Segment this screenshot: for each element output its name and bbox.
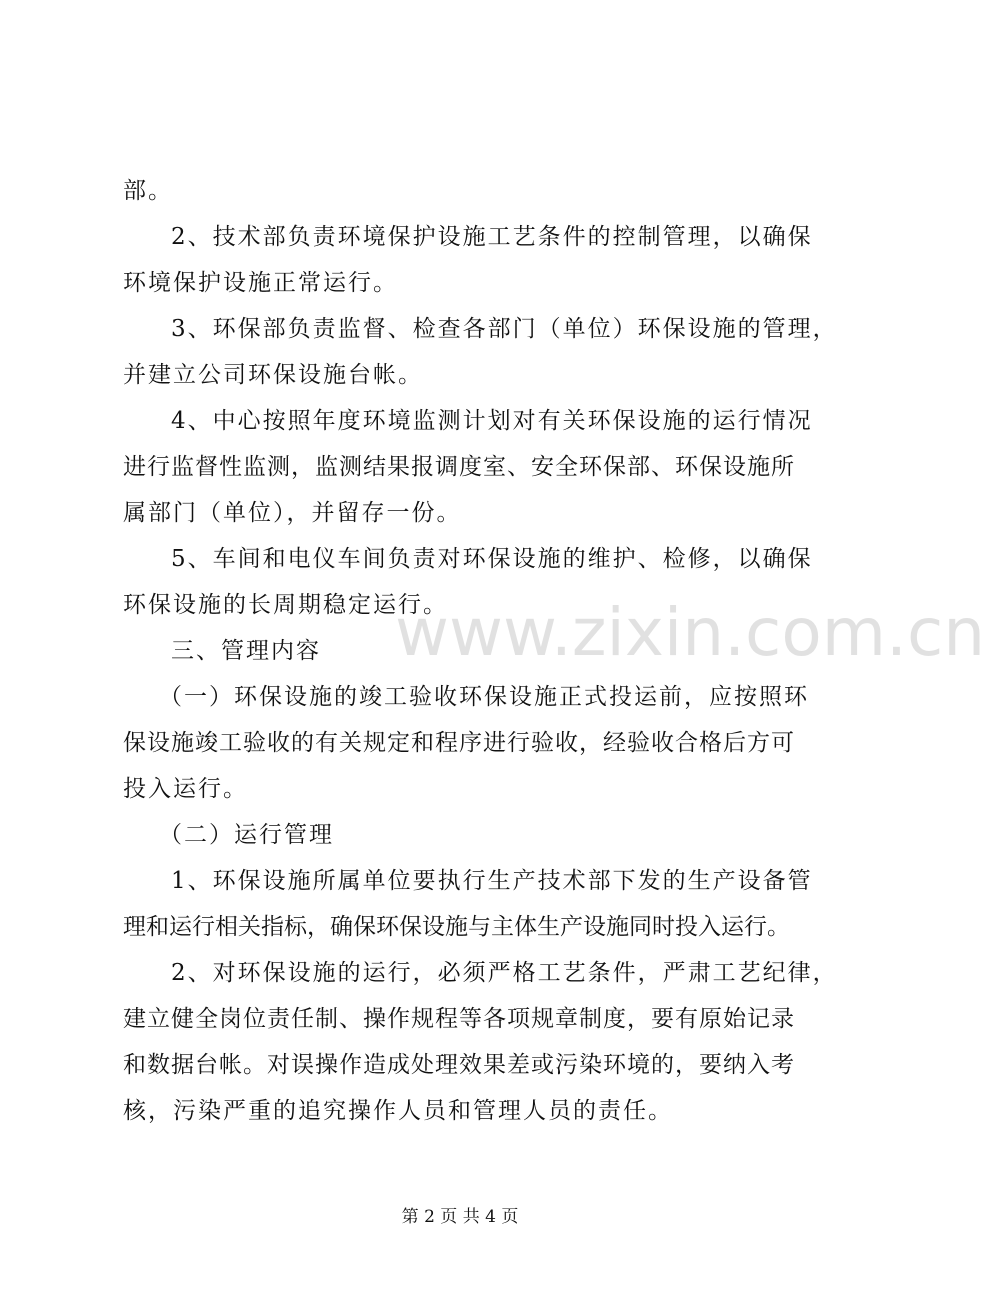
section-heading: 三、管理内容 bbox=[171, 638, 321, 664]
text-line: 理和运行相关指标，确保环保设施与主体生产设施同时投入运行。 bbox=[123, 914, 790, 940]
text-line: 并建立公司环保设施台帐。 bbox=[123, 362, 423, 388]
text-line: 核，污染严重的追究操作人员和管理人员的责任。 bbox=[123, 1098, 673, 1124]
text-line: 保设施竣工验收的有关规定和程序进行验收，经验收合格后方可 bbox=[123, 730, 795, 756]
text-line: 5、车间和电仪车间负责对环保设施的维护、检修，以确保 bbox=[171, 546, 813, 572]
text-line: 2、对环保设施的运行，必须严格工艺条件，严肃工艺纪律， bbox=[171, 960, 838, 986]
text-line: （一）环保设施的竣工验收环保设施正式投运前，应按照环 bbox=[159, 684, 809, 710]
text-line: 3、环保部负责监督、检查各部门（单位）环保设施的管理， bbox=[171, 316, 838, 342]
text-line: 属部门（单位），并留存一份。 bbox=[123, 500, 462, 526]
text-line: 1、环保设施所属单位要执行生产技术部下发的生产设备管 bbox=[171, 868, 813, 894]
watermark: www.zixin.com.cn bbox=[395, 594, 985, 671]
text-line: 2、技术部负责环境保护设施工艺条件的控制管理，以确保 bbox=[171, 224, 813, 250]
text-line: 部。 bbox=[123, 178, 173, 204]
text-line: 投入运行。 bbox=[123, 776, 248, 802]
text-line: 进行监督性监测，监测结果报调度室、安全环保部、环保设施所 bbox=[123, 454, 795, 480]
text-line: 4、中心按照年度环境监测计划对有关环保设施的运行情况 bbox=[171, 408, 813, 434]
page-footer: 第 2 页 共 4 页 bbox=[401, 1207, 519, 1227]
text-line: 环境保护设施正常运行。 bbox=[123, 270, 398, 296]
text-line: 环保设施的长周期稳定运行。 bbox=[123, 592, 448, 618]
text-line: 建立健全岗位责任制、操作规程等各项规章制度，要有原始记录 bbox=[123, 1006, 795, 1032]
subsection-heading: （二）运行管理 bbox=[159, 822, 334, 848]
text-line: 和数据台帐。对误操作造成处理效果差或污染环境的，要纳入考 bbox=[123, 1052, 795, 1078]
